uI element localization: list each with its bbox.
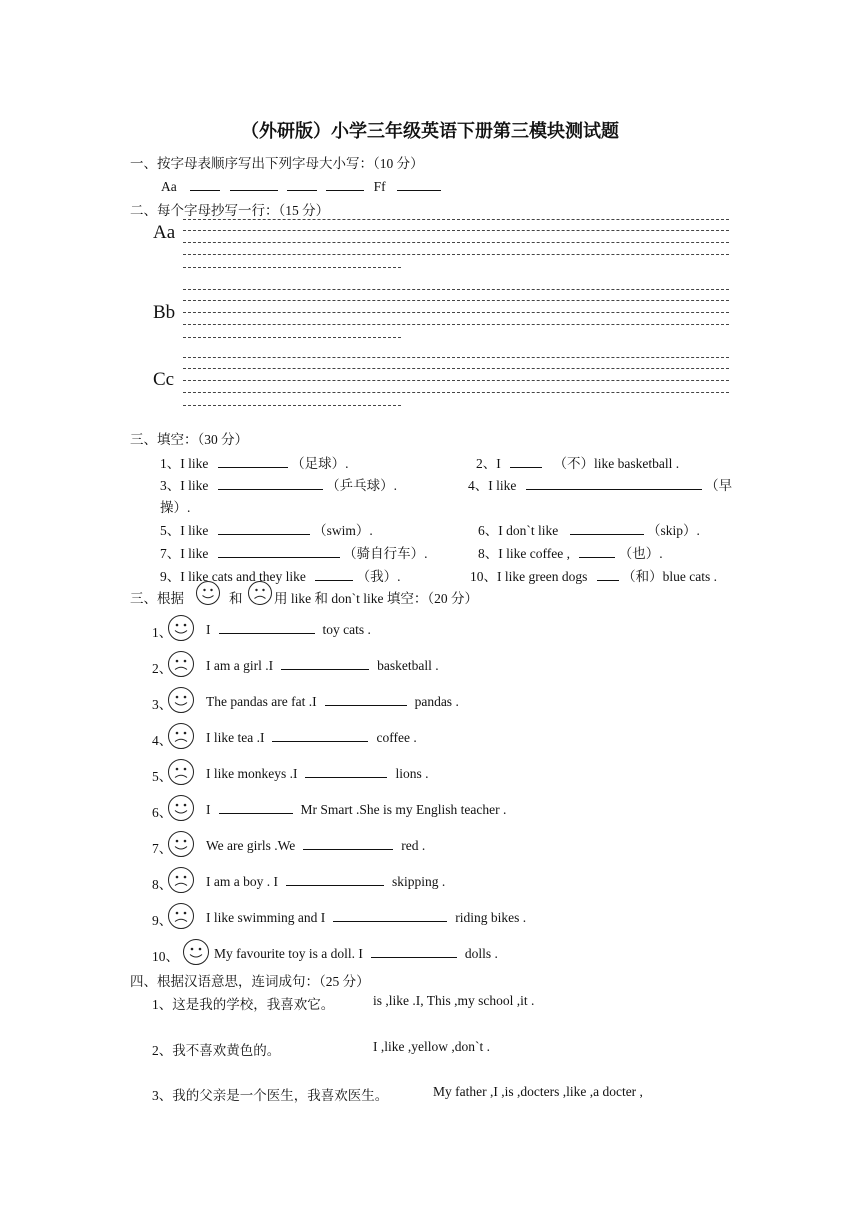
answer-blank[interactable] [326, 178, 364, 191]
fill-question-7 [160, 542, 428, 562]
section-4-heading-c: 用 like 和 don`t like 填空：（20 分） [274, 591, 478, 606]
answer-blank[interactable] [315, 568, 353, 581]
answer-blank[interactable] [218, 455, 288, 468]
fill-question-10 [470, 565, 717, 585]
sad-face-icon [247, 580, 273, 606]
question-text: 7、I like [160, 546, 209, 561]
face-question-sentence [206, 729, 417, 746]
fill-question-4 [468, 474, 732, 494]
copy-line[interactable] [183, 289, 729, 292]
page-title: （外研版）小学三年级英语下册第三模块测试题 [241, 121, 619, 141]
answer-blank[interactable] [325, 693, 407, 706]
sentence-question-2-en: I ,like ,yellow ,don`t . [373, 1039, 490, 1054]
section-4-heading-b: 和 [229, 591, 243, 606]
copy-letter-aa: Aa [153, 222, 176, 243]
sentence-question-1-cn: 1、这是我的学校，我喜欢它。 [152, 997, 335, 1012]
sentence-start: We are girls .We [206, 838, 296, 853]
copy-line[interactable] [183, 380, 729, 383]
answer-blank[interactable] [219, 621, 315, 634]
face-question-number: 3、 [152, 697, 173, 712]
fill-question-2 [476, 452, 679, 472]
copy-line[interactable] [183, 254, 729, 257]
copy-line[interactable] [183, 312, 729, 315]
sentence-end: pandas . [414, 694, 459, 709]
answer-blank[interactable] [286, 873, 384, 886]
face-question-number: 6、 [152, 805, 173, 820]
answer-blank[interactable] [510, 455, 542, 468]
face-question-number: 10、 [152, 949, 179, 964]
face-question-sentence [206, 909, 526, 926]
answer-blank[interactable] [218, 522, 310, 535]
question-text: 6、I don`t like [478, 523, 559, 538]
answer-blank[interactable] [597, 568, 619, 581]
copy-line[interactable] [183, 368, 729, 371]
sentence-end: coffee . [376, 730, 417, 745]
question-hint: （也）. [618, 546, 663, 561]
sentence-end: riding bikes . [455, 910, 527, 925]
question-text: 8、I like coffee , [478, 546, 570, 561]
face-question-sentence [206, 657, 439, 674]
face-question-number: 2、 [152, 661, 173, 676]
sentence-start: I am a girl .I [206, 658, 274, 673]
face-question-sentence [206, 837, 425, 854]
sentence-end: red . [401, 838, 426, 853]
copy-line[interactable] [183, 357, 729, 360]
question-text: 1、I like [160, 456, 209, 471]
copy-line[interactable] [183, 219, 729, 222]
sentence-end: Mr Smart .She is my English teacher . [300, 802, 507, 817]
question-hint: （乒乓球）. [326, 478, 397, 493]
question-text: 10、I like green dogs [470, 569, 588, 584]
answer-blank[interactable] [230, 178, 278, 191]
copy-line[interactable] [183, 267, 401, 270]
sad-face-icon [167, 758, 195, 786]
letter-first: Aa [161, 179, 177, 194]
letter-last: Ff [373, 179, 386, 194]
sentence-start: I like swimming and I [206, 910, 326, 925]
answer-blank[interactable] [333, 909, 447, 922]
sentence-start: I [206, 802, 211, 817]
question-text: 9、I like cats and they like [160, 569, 306, 584]
sentence-question-3-en: My father ,I ,is ,docters ,like ,a docter , [433, 1084, 643, 1099]
face-question-number: 5、 [152, 769, 173, 784]
face-question-number: 1、 [152, 625, 173, 640]
question-hint: （不）like basketball . [553, 456, 680, 471]
fill-question-8 [478, 542, 663, 562]
answer-blank[interactable] [219, 801, 293, 814]
sentence-start: I like monkeys .I [206, 766, 298, 781]
sad-face-icon [167, 650, 195, 678]
happy-face-icon [167, 830, 195, 858]
copy-line[interactable] [183, 337, 401, 340]
sentence-end: lions . [395, 766, 429, 781]
fill-question-3 [160, 474, 397, 494]
answer-blank[interactable] [281, 657, 369, 670]
sad-face-icon [167, 902, 195, 930]
sentence-question-2-cn: 2、我不喜欢黄色的。 [152, 1043, 281, 1058]
question-text: 5、I like [160, 523, 209, 538]
happy-face-icon [195, 580, 221, 606]
question-hint: （我）. [356, 569, 401, 584]
question-hint: （骑自行车）. [343, 546, 428, 561]
section-5-heading: 四、根据汉语意思，连词成句：（25 分） [130, 974, 370, 989]
section-1-heading: 一、按字母表顺序写出下列字母大小写：（10 分） [130, 156, 424, 171]
sentence-start: My favourite toy is a doll. I [214, 946, 363, 961]
happy-face-icon [167, 614, 195, 642]
answer-blank[interactable] [397, 178, 441, 191]
section-4-heading-a: 三、根据 [130, 591, 184, 606]
face-question-sentence [214, 945, 498, 962]
sentence-question-3-cn: 3、我的父亲是一个医生，我喜欢医生。 [152, 1088, 389, 1103]
sad-face-icon [167, 866, 195, 894]
face-question-number: 4、 [152, 733, 173, 748]
section-3-heading: 三、填空：（30 分） [130, 432, 249, 447]
fill-question-4-cont: 操）. [160, 500, 191, 515]
answer-blank[interactable] [570, 522, 644, 535]
sentence-end: dolls . [464, 946, 498, 961]
sentence-start: I [206, 622, 211, 637]
answer-blank[interactable] [305, 765, 387, 778]
fill-question-5 [160, 519, 373, 539]
answer-blank[interactable] [272, 729, 368, 742]
face-question-number: 8、 [152, 877, 173, 892]
copy-line[interactable] [183, 405, 401, 408]
answer-blank[interactable] [218, 545, 340, 558]
question-text: 3、I like [160, 478, 209, 493]
sad-face-icon [167, 722, 195, 750]
answer-blank[interactable] [526, 477, 702, 490]
fill-question-1 [160, 452, 349, 472]
sentence-start: I am a boy . I [206, 874, 278, 889]
face-question-sentence [206, 873, 445, 890]
copy-line[interactable] [183, 392, 729, 395]
sentence-end: skipping . [391, 874, 446, 889]
happy-face-icon [182, 938, 210, 966]
answer-blank[interactable] [218, 477, 323, 490]
section-1-letter-row [161, 178, 441, 195]
sentence-end: basketball . [377, 658, 439, 673]
face-question-sentence [206, 765, 429, 782]
answer-blank[interactable] [190, 178, 220, 191]
sentence-end: toy cats . [322, 622, 371, 637]
happy-face-icon [167, 686, 195, 714]
copy-line[interactable] [183, 242, 729, 245]
face-question-number: 7、 [152, 841, 173, 856]
answer-blank[interactable] [579, 545, 615, 558]
question-hint: （和）blue cats . [622, 569, 717, 584]
question-text: 2、I [476, 456, 501, 471]
face-question-number: 9、 [152, 913, 173, 928]
copy-line[interactable] [183, 230, 729, 233]
sentence-question-1-en: is ,like .I, This ,my school ,it . [373, 993, 535, 1008]
question-hint: （swim）. [313, 523, 373, 538]
answer-blank[interactable] [371, 945, 457, 958]
happy-face-icon [167, 794, 195, 822]
copy-line[interactable] [183, 300, 729, 303]
question-hint: （skip）. [647, 523, 700, 538]
answer-blank[interactable] [303, 837, 393, 850]
question-hint: （足球）. [291, 456, 349, 471]
sentence-start: The pandas are fat .I [206, 694, 317, 709]
copy-letter-cc: Cc [153, 369, 175, 390]
question-hint: （早 [705, 478, 733, 493]
sentence-start: I like tea .I [206, 730, 265, 745]
face-question-sentence [206, 801, 506, 818]
face-question-sentence [206, 621, 371, 638]
copy-line[interactable] [183, 324, 729, 327]
face-question-sentence [206, 693, 459, 710]
fill-question-6 [478, 519, 700, 539]
copy-letter-bb: Bb [153, 302, 176, 323]
question-text: 4、I like [468, 478, 517, 493]
section-2-heading: 二、每个字母抄写一行：（15 分） [130, 203, 330, 218]
answer-blank[interactable] [287, 178, 317, 191]
